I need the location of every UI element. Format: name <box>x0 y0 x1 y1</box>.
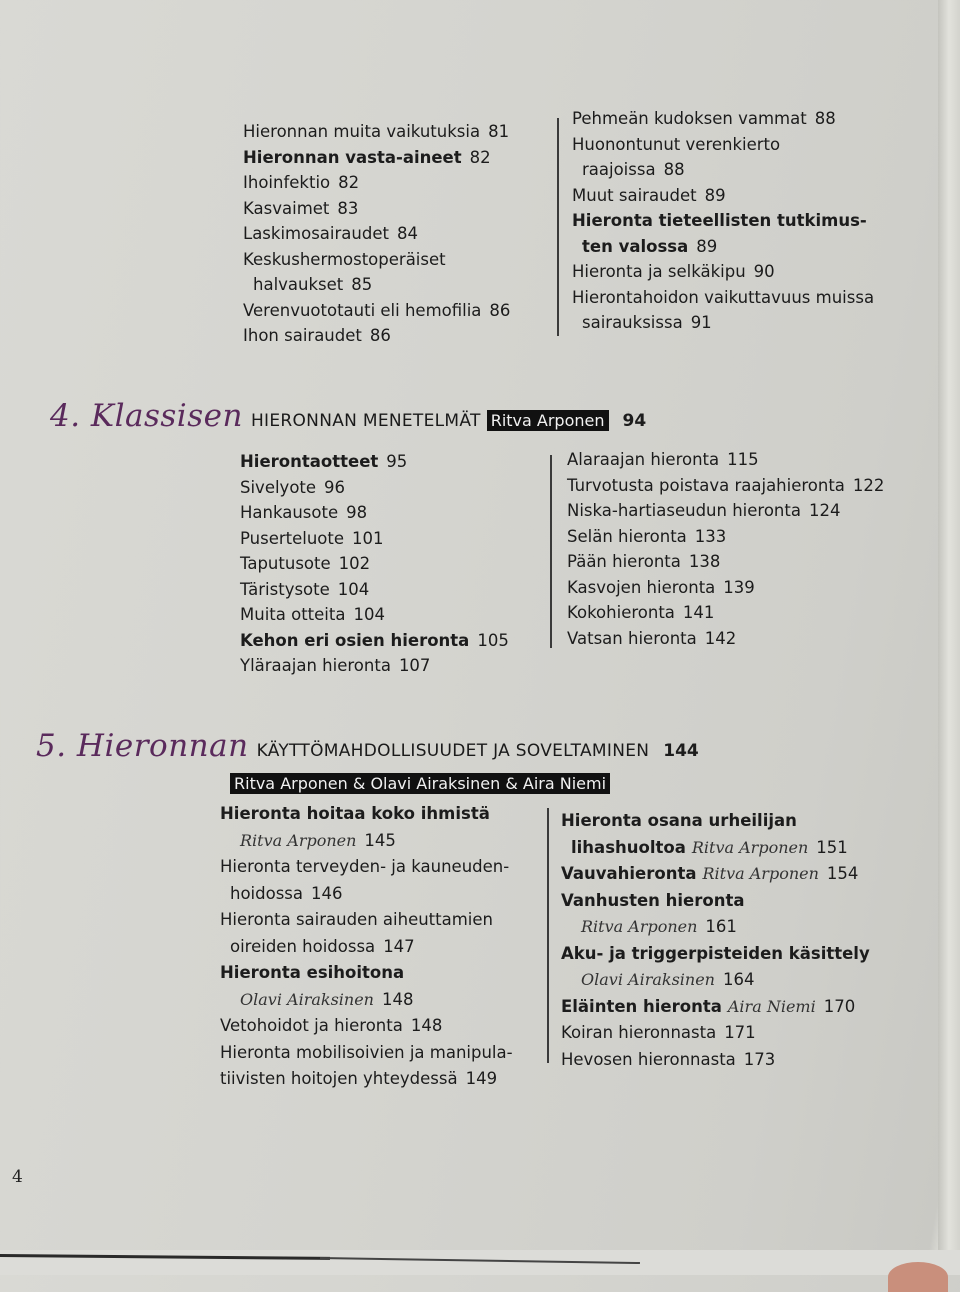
toc-entry-title: Kehon eri osien hieronta <box>240 630 470 650</box>
toc-entry <box>240 526 509 552</box>
toc-entry-title: Vauvahieronta <box>561 864 697 883</box>
toc-entry <box>220 960 513 987</box>
toc-entry-page: 98 <box>346 503 368 522</box>
toc-entry-title: Aku- ja triggerpisteiden käsittely <box>561 943 870 963</box>
toc-entry-page: 81 <box>488 122 510 141</box>
toc-entry-title: Hieronta mobilisoivien ja manipula- <box>220 1042 513 1062</box>
toc-entry-title: Ihon sairaudet <box>243 326 362 345</box>
toc-entry <box>561 967 870 994</box>
chapter-5-author-label: Ritva Arponen & Olavi Airaksinen & Aira Niemi <box>230 773 610 794</box>
toc-entry <box>561 835 870 862</box>
toc-entry <box>567 575 884 601</box>
toc-top-left-column <box>243 119 510 349</box>
toc-chapter-4-left-column <box>240 449 509 679</box>
toc-entry-title: Hieronta osana urheilijan <box>561 811 797 830</box>
toc-entry-page: 82 <box>338 173 360 192</box>
toc-entry-title: Vetohoidot ja hieronta <box>220 1016 403 1035</box>
toc-entry-title: Eläinten hieronta <box>561 996 722 1016</box>
toc-entry-title: Turvotusta poistava raajahieronta <box>567 475 845 495</box>
toc-entry <box>240 628 509 654</box>
toc-entry <box>240 551 509 577</box>
toc-entry-title: Hieronnan vasta-aineet <box>243 147 462 167</box>
chapter-5-heading <box>36 728 699 764</box>
toc-entry <box>567 549 884 575</box>
page-number: 4 <box>12 1167 23 1187</box>
toc-entry-author: Olavi Airaksinen <box>581 970 715 989</box>
toc-entry <box>572 285 874 311</box>
toc-entry-author: Aira Niemi <box>727 996 816 1016</box>
toc-entry-page: 88 <box>814 109 836 128</box>
toc-entry-page: 146 <box>311 883 343 903</box>
toc-entry <box>243 170 510 196</box>
toc-entry-page: 88 <box>663 160 685 179</box>
toc-entry-author: Ritva Arponen <box>702 864 819 883</box>
toc-entry-author: Ritva Arponen <box>581 917 698 936</box>
toc-entry-page: 104 <box>353 605 385 624</box>
toc-entry-page: 154 <box>826 864 859 883</box>
toc-entry-author: Ritva Arponen <box>691 837 809 857</box>
toc-entry <box>572 259 874 285</box>
toc-entry <box>240 475 509 501</box>
toc-entry <box>567 447 884 473</box>
toc-entry <box>220 1040 513 1067</box>
toc-entry-page: 147 <box>383 936 415 956</box>
toc-entry <box>567 524 884 550</box>
toc-entry <box>572 208 874 234</box>
toc-entry-page: 164 <box>722 970 755 989</box>
page-fold <box>938 0 960 1275</box>
toc-entry-title: Kokohieronta <box>567 603 675 622</box>
toc-entry-author: Ritva Arponen <box>240 830 357 850</box>
toc-entry-title: tiivisten hoitojen yhteydessä <box>220 1069 458 1088</box>
toc-entry-title: Laskimosairaudet <box>243 224 389 243</box>
toc-entry <box>243 323 510 349</box>
toc-entry-title: lihashuoltoa <box>571 837 686 857</box>
toc-entry-title: Vanhusten hieronta <box>561 890 745 910</box>
toc-entry-page: 89 <box>696 236 718 256</box>
chapter-4-author-label: Ritva Arponen <box>487 410 609 431</box>
toc-entry <box>567 498 884 524</box>
column-divider <box>550 455 552 648</box>
toc-chapter-4-right-column <box>567 447 884 651</box>
toc-entry <box>220 854 513 881</box>
toc-entry-author: Olavi Airaksinen <box>240 989 374 1009</box>
toc-entry <box>567 473 884 499</box>
column-divider <box>557 118 559 336</box>
toc-entry-page: 149 <box>465 1069 498 1088</box>
toc-entry <box>220 1013 513 1040</box>
toc-entry <box>561 1020 870 1047</box>
toc-chapter-5-left-column <box>220 801 513 1093</box>
toc-entry-title: Hieronta sairauden aiheuttamien <box>220 910 493 929</box>
finger <box>888 1262 948 1292</box>
toc-entry-page: 101 <box>352 528 384 548</box>
toc-entry <box>240 500 509 526</box>
toc-entry-title: Yläraajan hieronta <box>240 656 391 675</box>
toc-chapter-5-right-column <box>561 808 870 1073</box>
toc-entry-title: Täristysote <box>240 579 330 599</box>
toc-entry-title: Puserteluote <box>240 528 345 548</box>
toc-entry <box>572 106 874 132</box>
toc-entry-title: Vatsan hieronta <box>567 628 697 648</box>
toc-entry-title: Hierontaotteet <box>240 452 379 471</box>
toc-entry-title: Muut sairaudet <box>572 185 697 205</box>
toc-entry <box>240 653 509 679</box>
toc-entry-page: 86 <box>489 300 511 320</box>
toc-entry-title: ten valossa <box>582 236 689 256</box>
toc-entry <box>567 626 884 652</box>
toc-entry-page: 107 <box>398 656 431 675</box>
toc-entry-title: Pehmeän kudoksen vammat <box>572 109 807 128</box>
toc-entry-title: sairauksissa <box>582 313 683 332</box>
toc-entry-page: 151 <box>816 837 848 857</box>
toc-entry-title: Alaraajan hieronta <box>567 450 720 469</box>
toc-entry <box>220 881 513 908</box>
toc-entry-title: Hieronta tieteellisten tutkimus- <box>572 211 867 230</box>
toc-entry <box>240 449 509 475</box>
toc-entry-page: 102 <box>338 554 371 573</box>
toc-entry <box>572 234 874 260</box>
toc-entry <box>561 941 870 968</box>
page-bottom-edge <box>0 1250 960 1275</box>
toc-entry <box>243 247 510 273</box>
toc-entry <box>243 221 510 247</box>
toc-entry-page: 89 <box>704 185 726 205</box>
toc-top-right-column <box>572 106 874 336</box>
toc-entry-title: Hankausote <box>240 503 339 522</box>
toc-entry-page: 142 <box>704 628 737 648</box>
toc-entry-title: Hieronta ja selkäkipu <box>572 262 746 281</box>
toc-entry-page: 170 <box>823 996 856 1016</box>
chapter-5-page: 144 <box>663 741 699 761</box>
toc-entry-title: Hieronta hoitaa koko ihmistä <box>220 804 490 823</box>
chapter-4-heading <box>50 398 646 434</box>
toc-entry-page: 86 <box>369 326 391 345</box>
toc-entry-page: 90 <box>753 262 775 281</box>
toc-entry-title: Ihoinfektio <box>243 173 331 192</box>
toc-entry-page: 84 <box>396 224 418 243</box>
toc-entry-title: Hieronnan muita vaikutuksia <box>243 122 481 141</box>
chapter-4-script-title: 4. Klassisen <box>50 398 243 434</box>
chapter-4-page: 94 <box>622 411 647 431</box>
toc-entry-title: Pään hieronta <box>567 552 681 571</box>
toc-entry <box>220 1066 513 1093</box>
toc-entry-title: Kasvaimet <box>243 198 330 218</box>
toc-entry-title: Keskushermostoperäiset <box>243 249 446 269</box>
toc-entry-page: 82 <box>469 147 491 167</box>
toc-entry-title: Sivelyote <box>240 477 317 497</box>
toc-entry-page: 95 <box>386 452 408 471</box>
toc-entry-title: Kasvojen hieronta <box>567 577 716 597</box>
chapter-5-title: KÄYTTÖMAHDOLLISUUDET JA SOVELTAMINEN <box>256 741 650 761</box>
toc-entry-title: raajoissa <box>582 160 656 179</box>
toc-entry-title: Hierontahoidon vaikuttavuus muissa <box>572 287 875 307</box>
toc-entry <box>243 196 510 222</box>
toc-entry-page: 173 <box>743 1049 776 1069</box>
toc-entry-title: Muita otteita <box>240 605 346 624</box>
toc-entry <box>572 310 874 336</box>
toc-entry <box>561 888 870 915</box>
toc-entry-page: 124 <box>808 501 841 520</box>
toc-entry <box>220 987 513 1014</box>
toc-entry-title: Selän hieronta <box>567 526 687 546</box>
toc-entry <box>561 861 870 888</box>
chapter-4-title: HIERONNAN MENETELMÄT <box>250 411 481 431</box>
toc-entry-page: 96 <box>324 477 346 497</box>
toc-entry-title: halvaukset <box>253 275 344 294</box>
toc-entry-page: 133 <box>694 526 727 546</box>
toc-entry-title: Hieronta terveyden- ja kauneuden- <box>220 857 510 876</box>
toc-entry <box>220 828 513 855</box>
toc-entry <box>243 119 510 145</box>
toc-entry-title: Koiran hieronnasta <box>561 1023 717 1042</box>
toc-entry-title: hoidossa <box>230 883 304 903</box>
toc-entry <box>240 577 509 603</box>
toc-entry-page: 148 <box>381 989 414 1009</box>
toc-entry <box>243 272 510 298</box>
toc-entry-page: 85 <box>351 275 373 294</box>
toc-entry <box>561 808 870 835</box>
toc-entry <box>240 602 509 628</box>
toc-entry-page: 145 <box>364 830 396 850</box>
toc-entry-title: Verenvuototauti eli hemofilia <box>243 300 482 320</box>
toc-entry-title: oireiden hoidossa <box>230 936 376 956</box>
toc-entry-page: 105 <box>477 630 509 650</box>
toc-entry-page: 138 <box>688 552 721 571</box>
toc-entry <box>220 934 513 961</box>
column-divider <box>547 808 549 1063</box>
toc-entry-page: 122 <box>852 475 885 495</box>
toc-entry-page: 115 <box>727 450 759 469</box>
toc-entry <box>567 600 884 626</box>
toc-entry <box>220 801 513 828</box>
toc-entry-page: 161 <box>705 917 737 936</box>
chapter-5-script-title: 5. Hieronnan <box>36 728 249 764</box>
toc-entry <box>243 145 510 171</box>
toc-entry-title: Huonontunut verenkierto <box>572 134 781 154</box>
toc-entry <box>572 183 874 209</box>
toc-entry <box>561 1047 870 1074</box>
toc-entry <box>243 298 510 324</box>
toc-entry-title: Taputusote <box>240 554 331 573</box>
toc-entry-page: 91 <box>690 313 712 332</box>
toc-entry <box>561 994 870 1021</box>
toc-entry-page: 83 <box>337 198 359 218</box>
toc-entry-title: Hieronta esihoitona <box>220 963 405 982</box>
toc-entry <box>572 132 874 158</box>
toc-entry <box>572 157 874 183</box>
toc-entry-page: 139 <box>723 577 755 597</box>
toc-entry-title: Niska-hartiaseudun hieronta <box>567 501 801 520</box>
toc-entry-page: 141 <box>682 603 715 622</box>
toc-entry-title: Hevosen hieronnasta <box>561 1049 736 1069</box>
toc-entry-page: 104 <box>337 579 370 599</box>
toc-entry <box>220 907 513 934</box>
toc-entry-page: 148 <box>410 1016 443 1035</box>
toc-entry-page: 171 <box>724 1023 756 1042</box>
toc-entry <box>561 914 870 941</box>
